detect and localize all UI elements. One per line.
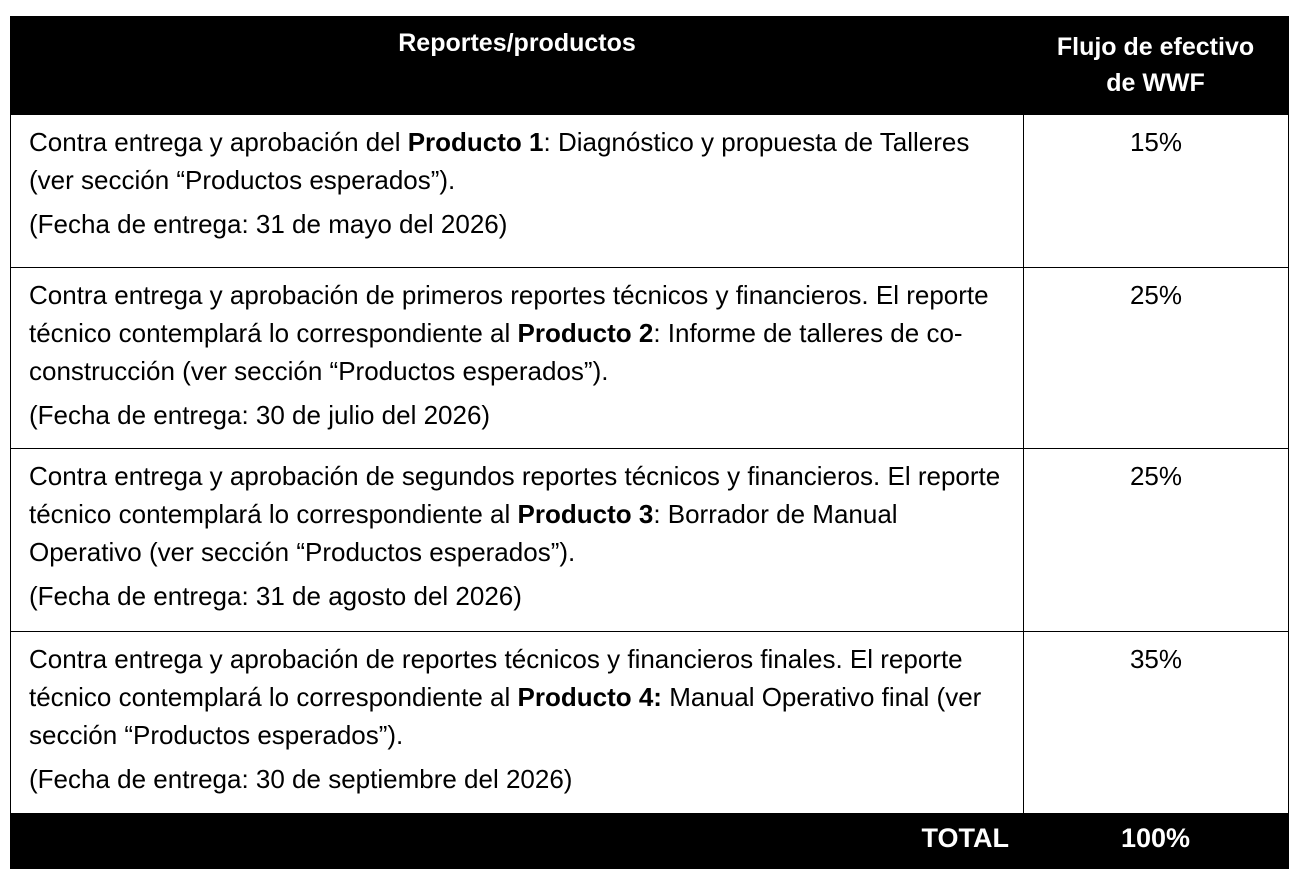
- row-text: [29, 123, 1011, 199]
- product-label: Producto 4:: [517, 682, 662, 712]
- row-percent: 15%: [1023, 115, 1288, 267]
- delivery-date: (Fecha de entrega: 30 de julio del 2026): [29, 400, 491, 430]
- delivery-date: (Fecha de entrega: 30 de septiembre del 2026): [29, 764, 573, 794]
- row-text-end: : Diagnóstico y propuesta de Talleres (ver sección “Productos esperados”).: [29, 127, 970, 195]
- row-text-start: Contra entrega y aprobación de primeros reportes técnicos y financieros. El reporte técnico contemplará lo correspondiente al: [29, 280, 989, 348]
- delivery-date: (Fecha de entrega: 31 de mayo del 2026): [29, 209, 508, 239]
- row-percent: 25%: [1023, 449, 1288, 631]
- table-row: [11, 631, 1288, 813]
- row-description: [11, 449, 1023, 631]
- header-cash-flow: [1023, 17, 1288, 114]
- row-description: [11, 115, 1023, 267]
- header-cash-flow-line1: Flujo de efectivo: [1056, 33, 1255, 61]
- row-text: [29, 457, 1011, 571]
- row-text-end: Manual Operativo final (ver sección “Productos esperados”).: [29, 682, 982, 750]
- table-footer-row: [11, 813, 1288, 868]
- product-label: Producto 3: [517, 499, 654, 529]
- header-reports-products: Reportes/productos: [398, 29, 636, 57]
- table-row: [11, 448, 1288, 631]
- table-row: [11, 267, 1288, 448]
- product-label: Producto 2: [517, 318, 654, 348]
- payment-schedule-table: [10, 16, 1289, 869]
- table-row: [11, 114, 1288, 267]
- row-text-end: : Informe de talleres de co-construcción (ver sección “Productos esperados”).: [29, 318, 963, 386]
- row-text-start: Contra entrega y aprobación de segundos reportes técnicos y financieros. El reporte técnico contemplará lo correspondiente al: [29, 461, 1001, 529]
- row-description: [11, 268, 1023, 448]
- total-percent: 100%: [1120, 823, 1191, 853]
- row-percent: 35%: [1023, 632, 1288, 813]
- row-percent: 25%: [1023, 268, 1288, 448]
- row-text-start: Contra entrega y aprobación de reportes técnicos y financieros finales. El reporte técnico contemplará lo correspondiente al: [29, 644, 963, 712]
- delivery-date: (Fecha de entrega: 31 de agosto del 2026): [29, 581, 522, 611]
- table-header-row: [11, 17, 1288, 114]
- row-text-end: : Borrador de Manual Operativo (ver sección “Productos esperados”).: [29, 499, 898, 567]
- total-label: TOTAL: [921, 823, 1009, 853]
- product-label: Producto 1: [407, 127, 544, 157]
- row-description: [11, 632, 1023, 813]
- row-text: [29, 276, 1011, 390]
- header-cash-flow-line2: de WWF: [1106, 69, 1205, 97]
- row-text: [29, 640, 1011, 754]
- row-text-start: Contra entrega y aprobación del: [29, 127, 408, 157]
